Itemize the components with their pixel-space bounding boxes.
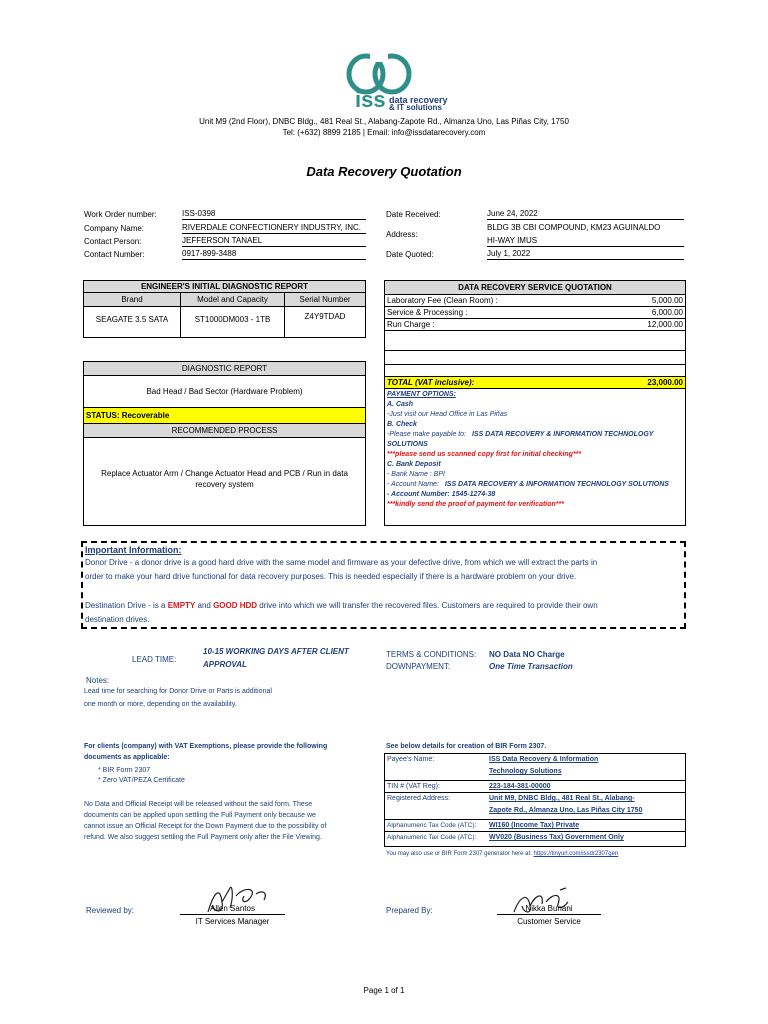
run-charge-label: Run Charge : [387,320,435,329]
bir-row-address [385,793,685,820]
note-line-1: Lead time for searching for Donor Drive or Parts is additional [84,688,272,695]
reg-address-2: Zapote Rd., Almanza Uno, Las Piñas City 1750 [489,807,643,814]
lab-fee-amount: 5,000.00 [651,296,683,305]
diagnostic-data-row [84,307,365,337]
payment-options-title: PAYMENT OPTIONS: [387,391,456,398]
address-label: Address: [386,230,418,239]
service-amount: 6,000.00 [651,308,683,317]
tin-label: TIN # (VAT Reg): [387,783,440,790]
diagnostic-table [83,280,366,338]
check-payee-2: SOLUTIONS [387,441,428,448]
col-serial: Serial Number [299,295,351,304]
vat-para-2: documents can be applied upon settling the Full Payment only because we [84,812,316,819]
atc1-value: WI160 (Income Tax) Private [489,822,580,829]
prepared-by-label: Prepared By: [386,906,433,915]
contact-person-value: JEFFERSON TANAEL [182,235,366,247]
company-contact: Tel: (+632) 8899 2185 | Email: info@issdatarecovery.com [282,128,486,137]
check-payee-row [387,430,685,440]
quotation-row-empty-2 [385,351,685,365]
terms-value: NO Data NO Charge [489,650,565,659]
payment-box [384,376,686,526]
total-value: 23,000.00 [647,378,683,387]
date-received-value: June 24, 2022 [487,208,684,220]
vat-doc-2: * Zero VAT/PEZA Certificate [98,777,185,784]
quotation-row-2 [385,307,685,319]
reviewer-title: IT Services Manager [195,917,270,926]
destination-line-2: destination drives. [85,615,150,624]
vat-title-2: documents as applicable: [84,754,170,761]
bir-generator-link[interactable]: https://tinyurl.com/issdr2307gen [533,851,619,857]
quotation-row-1 [385,295,685,307]
work-order-label: Work Order number: [84,210,157,219]
cash-option: A. Cash [387,401,414,408]
check-option: B. Check [387,421,417,428]
quotation-title: DATA RECOVERY SERVICE QUOTATION [385,281,685,295]
page-title: Data Recovery Quotation [306,164,462,179]
account-name: ISS DATA RECOVERY & INFORMATION TECHNOLOGY SOLUTIONS [444,481,669,488]
bir-row-atc1 [385,820,685,832]
vat-para-3: cannot issue an Official Receipt for the Down Payment due to the possibility of [84,823,327,830]
date-received-label: Date Received: [386,210,441,219]
bir-row-payee [385,754,685,781]
dest-empty: EMPTY [167,601,196,610]
work-order-value: ISS-0398 [182,208,366,220]
vat-para-1: No Data and Official Receipt will be released without the said form. These [84,801,313,808]
account-number: - Account Number: 1545-1274-38 [387,491,496,498]
lead-time-label: LEAD TIME: [132,655,177,664]
preparer-name: Nikka Bunani [497,903,601,915]
reviewer-name: Allen Santos [180,903,285,915]
terms-label: TERMS & CONDITIONS: [386,650,477,659]
donor-line-2: order to make your hard drive functional for data recovery purposes. This is needed especially if there is a hardware problem on your drive. [85,572,577,581]
important-info-title: Important Information: [85,545,182,555]
donor-line-1: Donor Drive - a donor drive is a good hard drive with the same model and firmware as your defective drive, from which we will extract the parts in [85,558,598,567]
model-value: ST1000DM003 - 1TB [181,307,285,337]
payee-value-1: ISS Data Recovery & Information [489,756,599,763]
payee-label: Payee's Name: [387,756,435,763]
total-label: TOTAL (VAT inclusive): [387,378,475,387]
service-label: Service & Processing : [387,308,468,317]
atc1-label: Alphanumeric Tax Code (ATC): [387,822,477,829]
status-badge: STATUS: Recoverable [84,408,365,424]
reg-address-1: Unit M9, DNBC Bldg., 481 Real St., Alabang- [489,795,635,802]
address-value-1: BLDG 3B CBI COMPOUND, KM23 AGUINALDO [487,223,661,232]
notes-label: Notes: [86,676,110,685]
date-quoted-label: Date Quoted: [386,250,434,259]
destination-line-1 [85,600,598,611]
logo-subtitle-1: data recovery [389,95,448,105]
company-address: Unit M9 (2nd Floor), DNBC Bldg., 481 Real St., Alabang-Zapote Rd., Almanza Uno, Las Piñas City, 1750 [199,117,569,126]
cash-note: -Just visit our Head Office in Las Piñas [387,411,508,418]
quotation-row-3 [385,319,685,331]
downpayment-value: One Time Transaction [489,662,573,671]
vat-doc-1: * BIR Form 2307 [98,767,151,774]
dest-text-b: drive into which we will transfer the recovered files. Customers are required to provide their own [257,601,598,610]
diagnostic-report-box [83,361,366,526]
process-body [84,438,365,490]
company-label: Company Name: [84,224,145,233]
downpayment-label: DOWNPAYMENT: [386,662,451,671]
dest-text-a: Destination Drive - is a [85,601,168,610]
serial-value: Z4Y9TDAD [304,312,346,321]
process-line-1: Replace Actuator Arm / Change Actuator Head and PCB / Run in data [101,469,348,478]
company-value: RIVERDALE CONFECTIONERY INDUSTRY, INC. [182,222,366,234]
col-brand: Brand [84,293,181,306]
diagnostic-title: ENGINEER'S INITIAL DIAGNOSTIC REPORT [84,281,365,293]
quotation-row-empty-1 [385,331,685,351]
logo-subtitle-2: & IT solutions [389,103,442,112]
account-name-label: - Account Name: [387,481,439,488]
bir-title: See below details for creation of BIR Form 2307. [386,743,547,750]
process-line-2: recovery system [195,480,254,489]
lead-time-value-2: APPROVAL [203,660,247,669]
bank-option: C. Bank Deposit [387,461,441,468]
diagnostic-header-row [84,293,365,307]
bank-name: - Bank Name : BPI [387,471,445,478]
account-name-row [387,480,685,490]
check-note: -Please make payable to: [387,431,466,438]
col-model: Model and Capacity [181,293,285,306]
important-info-box [81,541,686,629]
lead-time-value-1: 10-15 WORKING DAYS AFTER CLIENT [203,647,349,656]
note-line-2: one month or more, depending on the availability. [84,701,237,708]
report-title: DIAGNOSTIC REPORT [84,362,365,376]
bir-row-atc2 [385,832,685,844]
date-quoted-value: July 1, 2022 [487,248,684,260]
logo-text: iss [355,87,386,112]
vat-para-4: refund. We also suggest settling the Full Payment only after the File Viewing. [84,834,322,841]
bir-table [384,753,686,847]
check-warning: ***please send us scanned copy first for initial checking*** [387,451,582,458]
lab-fee-label: Laboratory Fee (Clean Room) : [387,296,498,305]
process-title: RECOMMENDED PROCESS [84,424,365,438]
bir-generator-row [386,850,618,858]
bir-row-tin [385,781,685,793]
run-charge-amount: 12,000.00 [647,320,683,329]
atc2-label: Alphanumeric Tax Code (ATC): [387,834,477,841]
page-number: Page 1 of 1 [363,986,405,995]
quotation-table [384,280,686,388]
contact-number-value: 0917-899-3488 [182,248,366,260]
vat-title-1: For clients (company) with VAT Exemptions, please provide the following [84,743,328,750]
reviewed-by-label: Reviewed by: [86,906,135,915]
contact-number-label: Contact Number: [84,250,145,259]
dest-good: GOOD HDD [213,601,258,610]
tin-value: 223-184-381-00000 [489,783,551,790]
check-payee: ISS DATA RECOVERY & INFORMATION TECHNOLOGY [471,431,654,438]
brand-value: SEAGATE 3.5 SATA [84,307,181,337]
dest-and: and [195,601,214,610]
report-finding: Bad Head / Bad Sector (Hardware Problem) [84,376,365,408]
total-row [385,376,685,389]
contact-person-label: Contact Person: [84,237,142,246]
reg-address-label: Registered Address: [387,795,451,802]
atc2-value: WV020 (Business Tax) Government Only [489,834,624,841]
address-value-2: HI-WAY IMUS [487,235,684,247]
preparer-title: Customer Service [517,917,581,926]
bir-generator-text: You may also use or BIR Form 2307 generator here at: [386,851,532,857]
bank-warning: ***kindly send the proof of payment for verification*** [387,501,564,508]
payee-value-2: Technology Solutions [489,768,562,775]
